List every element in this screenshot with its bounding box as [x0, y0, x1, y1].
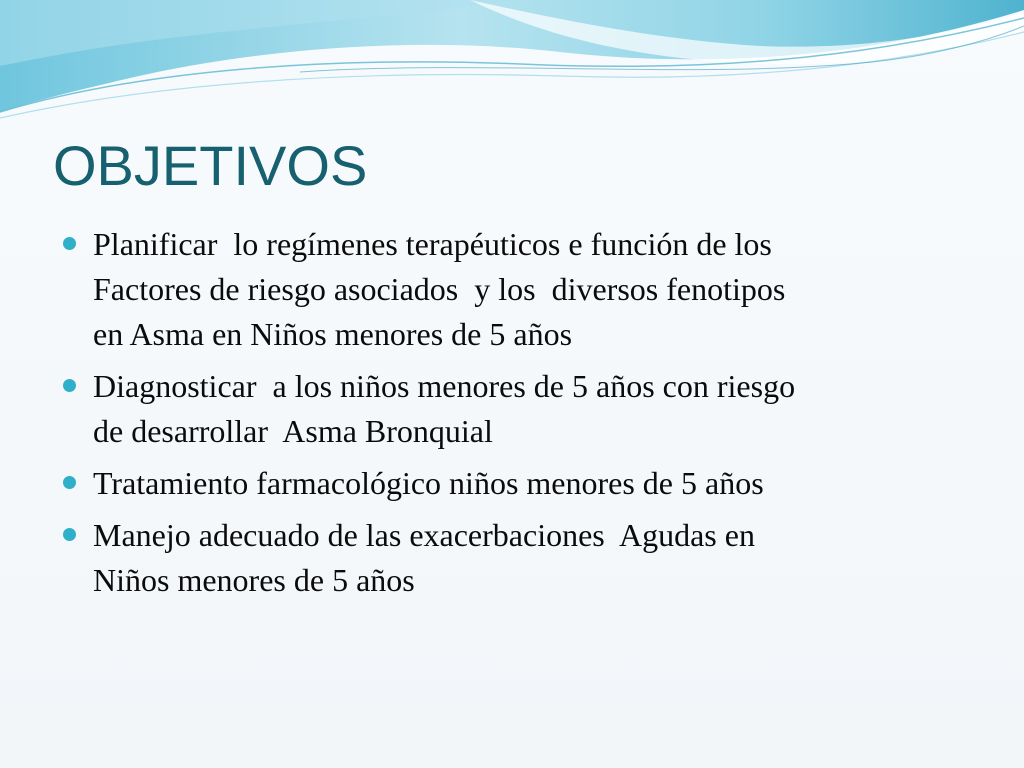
slide-title: OBJETIVOS: [53, 134, 368, 197]
bullet-text-line: Manejo adecuado de las exacerbaciones Agudas en: [93, 517, 755, 553]
bullet-text-line: Niños menores de 5 años: [93, 562, 415, 598]
bullet-text-line: Diagnosticar a los niños menores de 5 años con riesgo: [93, 368, 796, 404]
bullet-dot-icon: [63, 379, 76, 392]
bullet-item: [60, 461, 960, 506]
bullet-list: [60, 222, 960, 610]
bullet-item: [60, 222, 960, 357]
bullet-dot-icon: [63, 528, 76, 541]
bullet-dot-icon: [63, 476, 76, 489]
bullet-text-line: en Asma en Niños menores de 5 años: [93, 316, 573, 352]
bullet-dot-icon: [63, 237, 76, 250]
bullet-item: [60, 513, 960, 603]
bullet-text-line: de desarrollar Asma Bronquial: [93, 413, 493, 449]
header-wave-decoration: [0, 0, 1024, 120]
bullet-text-line: Tratamiento farmacológico niños menores de 5 años: [93, 465, 764, 501]
bullet-text-line: Factores de riesgo asociados y los diversos fenotipos: [93, 271, 786, 307]
bullet-item: [60, 364, 960, 454]
bullet-text-line: Planificar lo regímenes terapéuticos e función de los: [93, 226, 772, 262]
